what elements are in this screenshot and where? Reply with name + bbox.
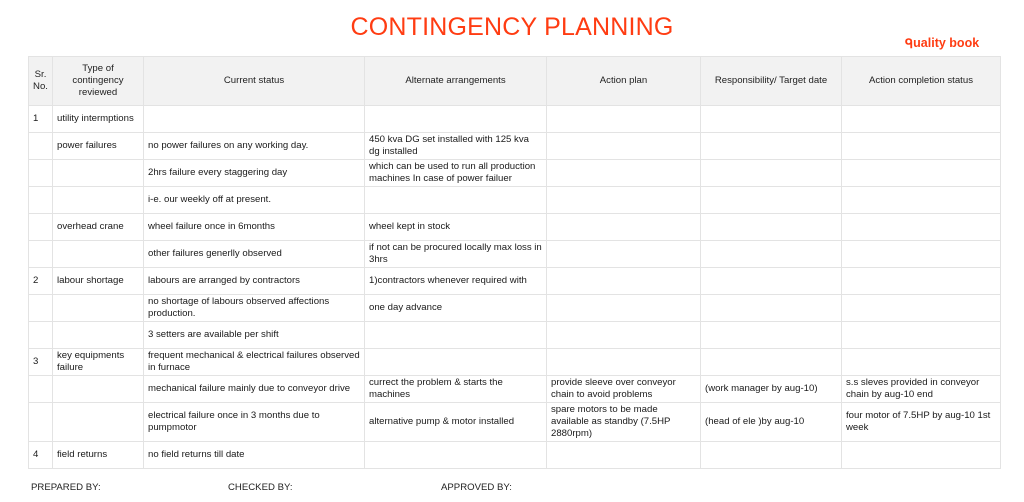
prepared-by-label: PREPARED BY: — [31, 482, 101, 493]
cell-responsibility — [701, 214, 842, 241]
cell-completion — [842, 160, 1001, 187]
col-header-type: Type of contingency reviewed — [53, 57, 144, 106]
cell-responsibility: (head of ele )by aug-10 — [701, 403, 842, 442]
cell-current-status: no field returns till date — [144, 442, 365, 469]
cell-completion — [842, 322, 1001, 349]
col-header-alternate: Alternate arrangements — [365, 57, 547, 106]
cell-sr-no — [29, 187, 53, 214]
cell-action-plan — [547, 268, 701, 295]
cell-action-plan — [547, 442, 701, 469]
cell-current-status: mechanical failure mainly due to conveyor drive — [144, 376, 365, 403]
cell-action-plan — [547, 241, 701, 268]
table-row — [29, 442, 1001, 469]
cell-sr-no — [29, 214, 53, 241]
logo-q-icon: ᑫ — [905, 36, 914, 51]
cell-sr-no — [29, 133, 53, 160]
cell-completion — [842, 214, 1001, 241]
cell-completion — [842, 268, 1001, 295]
cell-type — [53, 241, 144, 268]
table-row — [29, 106, 1001, 133]
cell-type — [53, 376, 144, 403]
cell-type: labour shortage — [53, 268, 144, 295]
cell-sr-no — [29, 160, 53, 187]
cell-current-status: frequent mechanical & electrical failures observed in furnace — [144, 349, 365, 376]
checked-by-label: CHECKED BY: — [228, 482, 293, 493]
cell-alternate: 450 kva DG set installed with 125 kva dg installed — [365, 133, 547, 160]
cell-responsibility — [701, 106, 842, 133]
col-header-current-status: Current status — [144, 57, 365, 106]
col-header-completion: Action completion status — [842, 57, 1001, 106]
cell-sr-no: 2 — [29, 268, 53, 295]
cell-sr-no — [29, 376, 53, 403]
cell-sr-no: 1 — [29, 106, 53, 133]
cell-completion — [842, 133, 1001, 160]
cell-type — [53, 403, 144, 442]
cell-current-status: other failures generlly observed — [144, 241, 365, 268]
cell-type: key equipments failure — [53, 349, 144, 376]
cell-responsibility — [701, 133, 842, 160]
cell-action-plan — [547, 349, 701, 376]
cell-action-plan — [547, 106, 701, 133]
table-row — [29, 214, 1001, 241]
logo-text: uality book — [913, 36, 980, 50]
cell-action-plan: provide sleeve over conveyor chain to avoid problems — [547, 376, 701, 403]
table-row — [29, 268, 1001, 295]
cell-current-status: no power failures on any working day. — [144, 133, 365, 160]
cell-current-status: 2hrs failure every staggering day — [144, 160, 365, 187]
cell-alternate — [365, 349, 547, 376]
cell-responsibility — [701, 241, 842, 268]
cell-completion: s.s sleves provided in conveyor chain by aug-10 end — [842, 376, 1001, 403]
cell-alternate — [365, 106, 547, 133]
cell-current-status: no shortage of labours observed affections production. — [144, 295, 365, 322]
cell-alternate: currect the problem & starts the machines — [365, 376, 547, 403]
table-row — [29, 349, 1001, 376]
cell-responsibility: (work manager by aug-10) — [701, 376, 842, 403]
col-header-action-plan: Action plan — [547, 57, 701, 106]
approved-by-label: APPROVED BY: — [441, 482, 512, 493]
cell-current-status: labours are arranged by contractors — [144, 268, 365, 295]
cell-action-plan — [547, 133, 701, 160]
brand-logo — [905, 35, 979, 51]
cell-type: overhead crane — [53, 214, 144, 241]
cell-alternate: 1)contractors whenever required with — [365, 268, 547, 295]
cell-action-plan: spare motors to be made available as standby (7.5HP 2880rpm) — [547, 403, 701, 442]
table-row — [29, 376, 1001, 403]
cell-type — [53, 322, 144, 349]
table-row — [29, 322, 1001, 349]
cell-sr-no: 4 — [29, 442, 53, 469]
cell-completion — [842, 295, 1001, 322]
cell-responsibility — [701, 187, 842, 214]
table-row — [29, 241, 1001, 268]
header-row — [29, 57, 1001, 106]
cell-current-status: electrical failure once in 3 months due to pumpmotor — [144, 403, 365, 442]
cell-action-plan — [547, 160, 701, 187]
col-header-responsibility: Responsibility/ Target date — [701, 57, 842, 106]
cell-alternate — [365, 322, 547, 349]
cell-completion — [842, 442, 1001, 469]
cell-completion — [842, 106, 1001, 133]
table-row — [29, 133, 1001, 160]
cell-alternate: one day advance — [365, 295, 547, 322]
cell-alternate: which can be used to run all production machines In case of power failuer — [365, 160, 547, 187]
cell-responsibility — [701, 295, 842, 322]
cell-type — [53, 295, 144, 322]
cell-responsibility — [701, 160, 842, 187]
cell-action-plan — [547, 322, 701, 349]
table-row — [29, 160, 1001, 187]
cell-alternate: if not can be procured locally max loss in 3hrs — [365, 241, 547, 268]
cell-responsibility — [701, 442, 842, 469]
cell-current-status: wheel failure once in 6months — [144, 214, 365, 241]
table-row — [29, 295, 1001, 322]
cell-responsibility — [701, 322, 842, 349]
cell-type: power failures — [53, 133, 144, 160]
cell-alternate — [365, 442, 547, 469]
cell-current-status: 3 setters are available per shift — [144, 322, 365, 349]
contingency-table — [28, 56, 1001, 469]
cell-action-plan — [547, 295, 701, 322]
cell-action-plan — [547, 214, 701, 241]
cell-type: field returns — [53, 442, 144, 469]
cell-responsibility — [701, 349, 842, 376]
page-title: CONTINGENCY PLANNING — [350, 13, 674, 41]
cell-sr-no — [29, 322, 53, 349]
cell-alternate: alternative pump & motor installed — [365, 403, 547, 442]
cell-current-status — [144, 106, 365, 133]
cell-alternate — [365, 187, 547, 214]
table-row — [29, 187, 1001, 214]
cell-completion — [842, 187, 1001, 214]
col-header-sr-no: Sr. No. — [29, 57, 53, 106]
cell-completion — [842, 349, 1001, 376]
cell-sr-no — [29, 241, 53, 268]
cell-sr-no — [29, 403, 53, 442]
cell-current-status: i-e. our weekly off at present. — [144, 187, 365, 214]
cell-completion — [842, 241, 1001, 268]
cell-type — [53, 160, 144, 187]
cell-sr-no — [29, 295, 53, 322]
table-row — [29, 403, 1001, 442]
cell-alternate: wheel kept in stock — [365, 214, 547, 241]
cell-type — [53, 187, 144, 214]
cell-type: utility intermptions — [53, 106, 144, 133]
cell-responsibility — [701, 268, 842, 295]
cell-action-plan — [547, 187, 701, 214]
cell-sr-no: 3 — [29, 349, 53, 376]
cell-completion: four motor of 7.5HP by aug-10 1st week — [842, 403, 1001, 442]
